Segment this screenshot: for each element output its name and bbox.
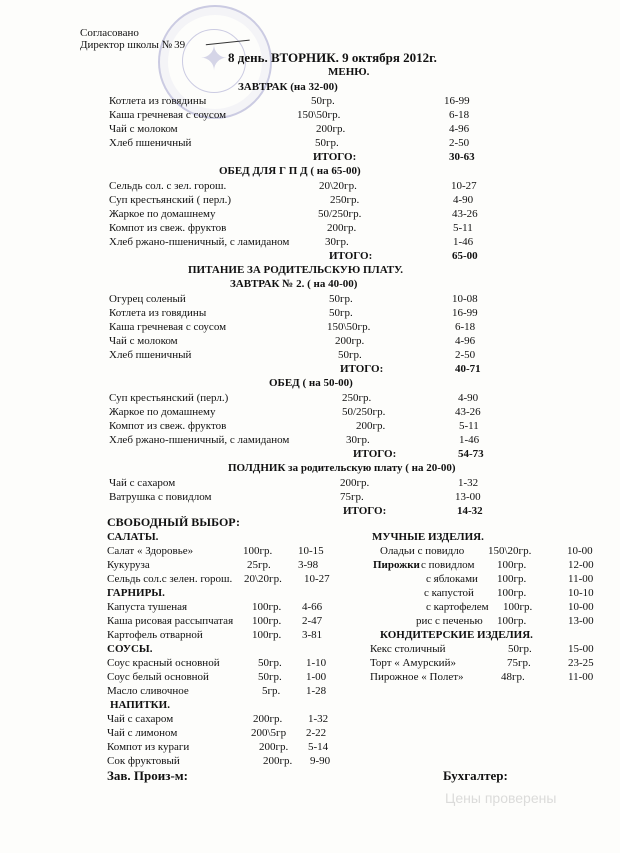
item-portion: 75гр. <box>507 657 531 669</box>
item-price: 10-27 <box>451 180 477 192</box>
item-price: 23-25 <box>568 657 594 669</box>
list-item: Компот из свеж. фруктов <box>109 420 227 432</box>
item-portion: 50гр. <box>338 349 362 361</box>
item-portion: 30гр. <box>325 236 349 248</box>
list-item: Торт « Амурский» <box>370 657 456 669</box>
list-item: Хлеб ржано-пшеничный, с ламиданом <box>109 434 290 446</box>
list-item: Огурец соленый <box>109 293 186 305</box>
school-stamp: ✦ <box>158 5 272 119</box>
item-portion: 150\50гр. <box>327 321 371 333</box>
item-price: 2-50 <box>449 137 470 149</box>
item-portion: 50гр. <box>258 671 282 683</box>
item-portion: 30гр. <box>346 434 370 446</box>
item-price: 10-10 <box>568 587 594 599</box>
list-item: Суп крестьянский (перл.) <box>109 392 229 404</box>
item-price: 4-96 <box>455 335 476 347</box>
list-item: Компот из свеж. фруктов <box>109 222 227 234</box>
item-portion: 200гр. <box>316 123 346 135</box>
breakfast-total-label: ИТОГО: <box>313 151 357 163</box>
item-price: 1-32 <box>308 713 329 725</box>
list-item: Жаркое по домашнему <box>109 208 216 220</box>
item-price: 10-08 <box>452 293 478 305</box>
list-item: с яблоками <box>426 573 478 585</box>
item-portion: 100гр. <box>503 601 533 613</box>
list-item: Чай с лимоном <box>107 727 178 739</box>
garnish-title: ГАРНИРЫ. <box>107 587 165 599</box>
item-portion: 200гр. <box>263 755 293 767</box>
snack-title: ПОЛДНИК за родительскую плату ( на 20-00) <box>228 462 456 474</box>
item-price: 43-26 <box>455 406 481 418</box>
flour-title: МУЧНЫЕ ИЗДЕЛИЯ. <box>372 531 484 543</box>
breakfast-total: 30-63 <box>449 151 475 163</box>
gpd-lunch-title: ОБЕД ДЛЯ Г П Д ( на 65-00) <box>219 165 361 177</box>
list-item: Капуста тушеная <box>107 601 188 613</box>
item-price: 1-46 <box>459 434 480 446</box>
item-portion: 100гр. <box>252 601 282 613</box>
item-portion: 75гр. <box>340 491 364 503</box>
list-item: Сельдь сол. с зел. горош. <box>109 180 227 192</box>
list-item: Компот из кураги <box>107 741 190 753</box>
item-portion: 100гр. <box>252 615 282 627</box>
item-portion: 50гр. <box>258 657 282 669</box>
item-portion: 48гр. <box>501 671 525 683</box>
item-portion: 50/250гр. <box>342 406 386 418</box>
item-portion: 250гр. <box>342 392 372 404</box>
item-portion: 50гр. <box>508 643 532 655</box>
item-portion: 100гр. <box>252 629 282 641</box>
item-price: 6-18 <box>449 109 470 121</box>
item-price: 10-00 <box>567 545 593 557</box>
approval-label: Согласовано <box>80 27 139 39</box>
item-portion: 50гр. <box>329 307 353 319</box>
item-price: 5-11 <box>459 420 479 432</box>
list-item: Каша гречневая с соусом <box>109 109 227 121</box>
item-portion: 50гр. <box>315 137 339 149</box>
item-portion: 100гр. <box>497 573 527 585</box>
item-portion: 200гр. <box>356 420 386 432</box>
item-price: 2-47 <box>302 615 323 627</box>
item-price: 43-26 <box>452 208 478 220</box>
salads-title: САЛАТЫ. <box>107 531 159 543</box>
breakfast2-total-label: ИТОГО: <box>340 363 384 375</box>
item-price: 13-00 <box>568 615 594 627</box>
list-item: Кукуруза <box>107 559 150 571</box>
item-price: 16-99 <box>444 95 470 107</box>
confect-title: КОНДИТЕРСКИЕ ИЗДЕЛИЯ. <box>380 629 533 641</box>
list-item: рис с печенью <box>416 615 483 627</box>
item-portion: 150\20гр. <box>488 545 532 557</box>
item-portion: 200гр. <box>253 713 283 725</box>
item-price: 2-22 <box>306 727 327 739</box>
drinks-title: НАПИТКИ. <box>110 699 170 711</box>
item-portion: 20\20гр. <box>244 573 282 585</box>
list-item: Хлеб пшеничный <box>109 137 192 149</box>
item-price: 10-00 <box>568 601 594 613</box>
item-price: 13-00 <box>455 491 481 503</box>
lunch-total: 54-73 <box>458 448 484 460</box>
list-item: Котлета из говядины <box>109 95 207 107</box>
list-item: Салат « Здоровье» <box>107 545 194 557</box>
list-item: Масло сливочное <box>107 685 189 697</box>
item-price: 15-00 <box>568 643 594 655</box>
item-price: 12-00 <box>568 559 594 571</box>
list-item: Сельдь сол.с зелен. горош. <box>107 573 233 585</box>
list-item: Жаркое по домашнему <box>109 406 216 418</box>
accountant-signature-label: Бухгалтер: <box>443 768 508 783</box>
item-price: 16-99 <box>452 307 478 319</box>
item-price: 9-90 <box>310 755 331 767</box>
item-price: 4-90 <box>453 194 474 206</box>
breakfast-title: ЗАВТРАК (на 32-00) <box>238 81 338 93</box>
item-price: 1-10 <box>306 657 327 669</box>
item-price: 1-28 <box>306 685 327 697</box>
item-portion: 150\50гр. <box>297 109 341 121</box>
item-portion: 200гр. <box>259 741 289 753</box>
list-item: Соус красный основной <box>107 657 220 669</box>
item-portion: 50гр. <box>329 293 353 305</box>
list-item: Хлеб ржано-пшеничный, с ламиданом <box>109 236 290 248</box>
list-item: Соус белый основной <box>107 671 209 683</box>
item-portion: 100гр. <box>497 587 527 599</box>
item-price: 4-96 <box>449 123 470 135</box>
item-price: 5-11 <box>453 222 473 234</box>
lunch-total-label: ИТОГО: <box>353 448 397 460</box>
sauces-title: СОУСЫ. <box>107 643 153 655</box>
gpd-total-label: ИТОГО: <box>329 250 373 262</box>
item-price: 5-14 <box>308 741 329 753</box>
item-portion: 100гр. <box>243 545 273 557</box>
list-item: Кекс столичный <box>370 643 446 655</box>
page-title: 8 день. ВТОРНИК. 9 октября 2012г. <box>228 50 437 65</box>
item-portion: 200\5гр <box>251 727 287 739</box>
breakfast2-title: ЗАВТРАК № 2. ( на 40-00) <box>230 278 358 290</box>
list-item: Чай с молоком <box>109 335 178 347</box>
breakfast2-total: 40-71 <box>455 363 481 375</box>
item-portion: 200гр. <box>327 222 357 234</box>
list-item: Сок фруктовый <box>107 755 180 767</box>
pies-label: Пирожки <box>373 559 420 571</box>
item-price: 10-27 <box>304 573 330 585</box>
free-choice-title: СВОБОДНЫЙ ВЫБОР: <box>107 515 241 529</box>
item-portion: 50гр. <box>311 95 335 107</box>
parent-paid-heading: ПИТАНИЕ ЗА РОДИТЕЛЬСКУЮ ПЛАТУ. <box>188 264 404 276</box>
item-price: 3-81 <box>302 629 323 641</box>
list-item: Чай с молоком <box>109 123 178 135</box>
item-portion: 25гр. <box>247 559 271 571</box>
item-portion: 200гр. <box>335 335 365 347</box>
item-price: 3-98 <box>298 559 319 571</box>
item-portion: 50/250гр. <box>318 208 362 220</box>
list-item: Чай с сахаром <box>107 713 174 725</box>
item-portion: 200гр. <box>340 477 370 489</box>
chef-signature-label: Зав. Произ-м: <box>107 768 188 783</box>
item-portion: 250гр. <box>330 194 360 206</box>
list-item: Картофель отварной <box>107 629 203 641</box>
item-price: 1-46 <box>453 236 474 248</box>
list-item: Каша гречневая с соусом <box>109 321 227 333</box>
list-item: Ватрушка с повидлом <box>109 491 212 503</box>
list-item: с капустой <box>424 587 474 599</box>
item-price: 4-66 <box>302 601 323 613</box>
item-portion: 20\20гр. <box>319 180 357 192</box>
list-item: Котлета из говядины <box>109 307 207 319</box>
director-label: Директор школы № 39 <box>80 39 186 51</box>
menu-heading: МЕНЮ. <box>328 66 370 78</box>
item-price: 1-00 <box>306 671 327 683</box>
list-item: с повидлом <box>421 559 475 571</box>
gpd-total: 65-00 <box>452 250 478 262</box>
item-portion: 5гр. <box>262 685 281 697</box>
list-item: Чай с сахаром <box>109 477 176 489</box>
item-price: 1-32 <box>458 477 479 489</box>
item-price: 4-90 <box>458 392 479 404</box>
list-item: Суп крестьянский ( перл.) <box>109 194 232 206</box>
list-item: Каша рисовая рассыпчатая <box>107 615 234 627</box>
list-item: Пирожное « Полет» <box>370 671 464 683</box>
list-item: с картофелем <box>426 601 489 613</box>
item-price: 11-00 <box>568 671 594 683</box>
list-item: Хлеб пшеничный <box>109 349 192 361</box>
faded-note: Цены проверены <box>445 790 557 806</box>
snack-total: 14-32 <box>457 505 483 517</box>
item-portion: 100гр. <box>497 615 527 627</box>
item-price: 6-18 <box>455 321 476 333</box>
item-price: 10-15 <box>298 545 324 557</box>
item-price: 2-50 <box>455 349 476 361</box>
snack-total-label: ИТОГО: <box>343 505 387 517</box>
lunch-title: ОБЕД ( на 50-00) <box>269 377 353 389</box>
item-price: 11-00 <box>568 573 594 585</box>
list-item: Оладьи с повидло <box>380 545 465 557</box>
item-portion: 100гр. <box>497 559 527 571</box>
